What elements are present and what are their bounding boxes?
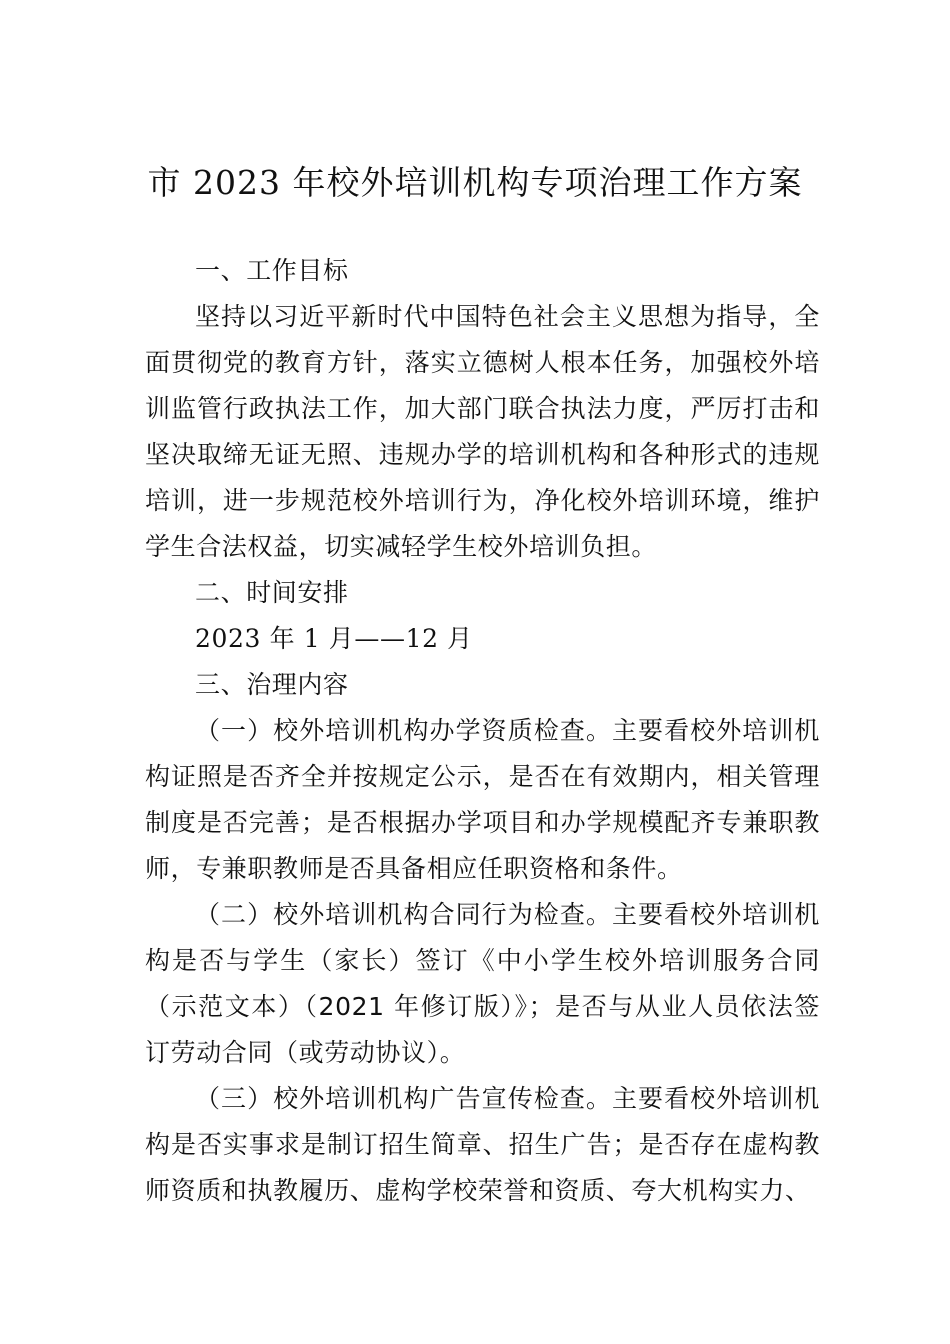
document-body <box>145 248 820 1214</box>
section-heading-content: 三、治理内容 <box>195 670 349 699</box>
content-item-contract: （二）校外培训机构合同行为检查。主要看校外培训机构是否与学生（家长）签订《中小学生校外培训服务合同（示范文本）（2021 年修订版）》；是否与从业人员依法签订劳动合同（或劳动协议）。 <box>145 900 820 1067</box>
section-heading-goals: 一、工作目标 <box>195 256 349 285</box>
section-heading-schedule: 二、时间安排 <box>195 578 349 607</box>
content-item-advertising: （三）校外培训机构广告宣传检查。主要看校外培训机构是否实事求是制订招生简章、招生广告；是否存在虚构教师资质和执教履历、虚构学校荣誉和资质、夸大机构实力、 <box>145 1084 820 1205</box>
content-item-qualification: （一）校外培训机构办学资质检查。主要看校外培训机构证照是否齐全并按规定公示，是否在有效期内，相关管理制度是否完善；是否根据办学项目和办学规模配齐专兼职教师，专兼职教师是否具备相应任职资格和条件。 <box>145 716 820 883</box>
schedule-text: 2023 年 1 月——12 月 <box>195 624 473 653</box>
goals-paragraph: 坚持以习近平新时代中国特色社会主义思想为指导，全面贯彻党的教育方针，落实立德树人根本任务，加强校外培训监管行政执法工作，加大部门联合执法力度，严厉打击和坚决取缔无证无照、违规办学的培训机构和各种形式的违规培训，进一步规范校外培训行为，净化校外培训环境，维护学生合法权益，切实减轻学生校外培训负担。 <box>145 302 820 561</box>
document-title: 市 2023 年校外培训机构专项治理工作方案 <box>147 163 803 202</box>
